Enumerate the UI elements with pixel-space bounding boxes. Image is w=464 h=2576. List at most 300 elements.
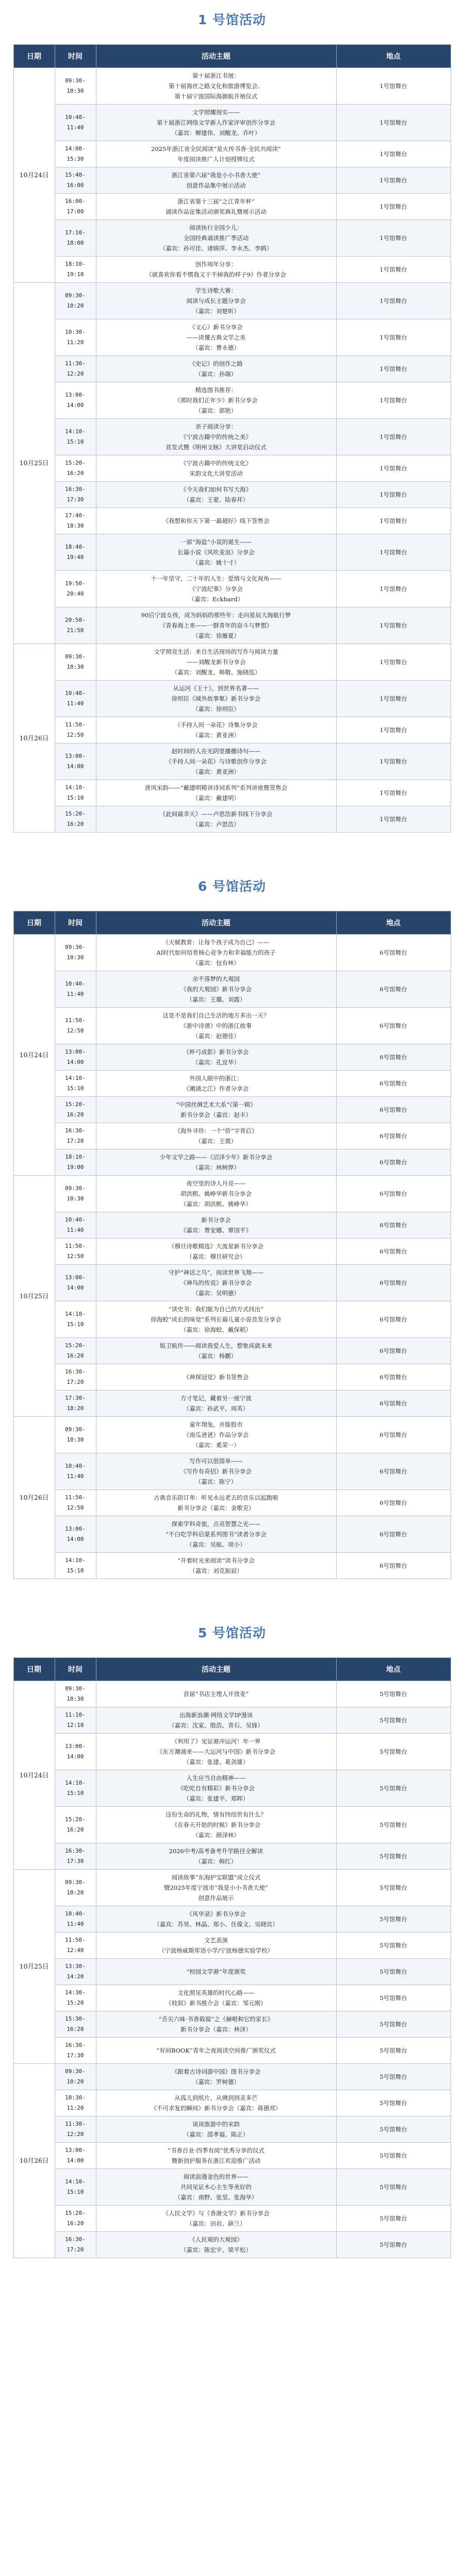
time-line: 10:30 [67, 954, 84, 961]
topic-line: 《利用了》见证港冲运河！年一界 [171, 1738, 261, 1745]
venue-cell: 6号馆舞台 [336, 1071, 451, 1097]
topic-cell [96, 780, 336, 806]
time-line: 13:00- [65, 392, 86, 398]
time-line: 14:10- [65, 1557, 86, 1564]
venue-cell: 1号馆舞台 [336, 482, 451, 508]
time-line: 09:30- [65, 292, 86, 299]
time-cell [55, 167, 96, 194]
time-line: 09:30- [65, 2068, 86, 2075]
time-line: 14:10- [65, 428, 86, 435]
table-row [13, 2206, 451, 2232]
time-line: 19:50- [65, 580, 86, 587]
time-line: 15:10 [67, 1567, 84, 1574]
time-line: 16:30- [65, 1848, 86, 1854]
time-line: 15:10 [67, 1790, 84, 1797]
time-cell [55, 68, 96, 105]
topic-line: 2026中考/高考备考升学路径全解读 [169, 1848, 263, 1855]
date-cell: 10月26日 [13, 1417, 55, 1579]
time-line: 10:30- [65, 2094, 86, 2101]
time-cell [55, 1239, 96, 1265]
time-line: 10:30 [67, 1195, 84, 1202]
time-cell [55, 1807, 96, 1843]
topic-line: ——刘醒龙新书分享会 [186, 658, 246, 666]
header-venue: 地点 [336, 1658, 451, 1681]
time-cell [55, 1933, 96, 1959]
topic-line: ——读懂古典文学之美 [186, 334, 246, 341]
venue-cell: 1号馆舞台 [336, 571, 451, 607]
time-cell [55, 419, 96, 455]
topic-line: 《跟着古诗词游中国》图书分享会 [171, 2068, 261, 2075]
time-cell [55, 1959, 96, 1985]
time-line: 16:30- [65, 1368, 86, 1375]
table-row [13, 806, 451, 833]
table-row [13, 2232, 451, 2258]
topic-line: 方寸笔记，藏着另一座宁波 [180, 1395, 252, 1402]
topic-line: （嘉宾：包有林） [192, 959, 240, 967]
time-line: 12:40 [67, 1947, 84, 1954]
table-row [13, 2143, 451, 2169]
venue-cell: 1号馆舞台 [336, 194, 451, 220]
topic-cell [96, 194, 336, 220]
time-line: 16:20 [67, 1111, 84, 1118]
topic-cell [96, 1843, 336, 1870]
date-cell: 10月26日 [13, 2064, 55, 2258]
time-line: 14:00- [65, 145, 86, 152]
time-line: 11:30- [65, 360, 86, 367]
table-row [13, 717, 451, 743]
time-cell [55, 2090, 96, 2116]
time-line: 13:00- [65, 753, 86, 759]
topic-cell [96, 935, 336, 971]
topic-line: 第十届宁波国际海源航开展仪式 [174, 93, 258, 100]
table-row [13, 780, 451, 806]
topic-line: 《史记》的创作之路 [189, 360, 243, 367]
header-date: 日期 [13, 1658, 55, 1681]
topic-line: 余不落梦的大观园 [192, 975, 240, 982]
time-cell [55, 283, 96, 319]
topic-line: 从孤儿到纸片，从佛到到灵多芒 [174, 2094, 258, 2102]
topic-line: 古典音乐陪订单：听见永远老去的音乐以起跑啦 [154, 1494, 278, 1501]
time-line: 17:20 [67, 1379, 84, 1385]
time-line: 13:30- [65, 1963, 86, 1970]
time-line: 20:50- [65, 617, 86, 623]
venue-cell: 6号馆舞台 [336, 1391, 451, 1417]
time-line: 16:20 [67, 470, 84, 477]
topic-cell [96, 141, 336, 167]
topic-line: 徐海蛟“成长的味觉”系列长篇儿童小说首发分享会 [151, 1316, 281, 1323]
time-line: 12:50 [67, 1253, 84, 1260]
venue-cell: 6号馆舞台 [336, 1008, 451, 1044]
table-row [13, 257, 451, 283]
time-line: 09:30- [65, 653, 86, 660]
time-line: 19:40 [67, 554, 84, 561]
topic-line: 《神探冠觉》新书签售会 [183, 1374, 249, 1381]
topic-line: （嘉宾：韩红） [195, 1858, 237, 1865]
topic-cell [96, 1212, 336, 1239]
time-line: 14:10- [65, 784, 86, 791]
table-row [13, 743, 451, 780]
topic-line: 全国经典诵读推广季活动 [183, 234, 249, 242]
header-topic: 活动主题 [96, 1658, 336, 1681]
time-cell [55, 1097, 96, 1123]
time-cell [55, 2116, 96, 2143]
time-line: 09:30- [65, 1426, 86, 1433]
time-line: 16:20 [67, 1826, 84, 1833]
topic-line: 《吃吃自有精彩》新书分享会 [177, 1785, 255, 1792]
topic-line: 第十届浙江书展： [192, 72, 240, 79]
time-cell [55, 2143, 96, 2169]
topic-line: （嘉宾：刘醒龙、韩敬、施晓泓） [171, 669, 261, 676]
time-cell [55, 382, 96, 419]
header-topic: 活动主题 [96, 911, 336, 935]
topic-line: 文艺表演 [204, 1937, 228, 1944]
topic-cell [96, 1516, 336, 1553]
topic-line: （嘉宾：戴建明） [192, 794, 240, 802]
time-line: 12:50 [67, 732, 84, 738]
topic-line: 《潮涌之江》作者分享会 [183, 1085, 249, 1092]
time-line: 18:40- [65, 544, 86, 550]
time-cell [55, 1149, 96, 1176]
topic-line: 童年翔兔，并能股市 [189, 1421, 243, 1428]
time-line: 21:50 [67, 627, 84, 634]
topic-line: （嘉宾：吴明德） [192, 1290, 240, 1297]
venue-cell: 6号馆舞台 [336, 1364, 451, 1391]
time-line: 15:20- [65, 460, 86, 466]
venue-cell: 6号馆舞台 [336, 971, 451, 1008]
time-cell [55, 780, 96, 806]
time-cell [55, 2206, 96, 2232]
time-line: 15:30 [67, 156, 84, 162]
venue-cell: 1号馆舞台 [336, 743, 451, 780]
venue-cell: 6号馆舞台 [336, 1212, 451, 1239]
time-line: 18:10- [65, 261, 86, 267]
hall-section [0, 878, 464, 1579]
topic-line: 十一年坚守，二十年的人生：爱情与文化视角—— [151, 575, 281, 582]
time-cell [55, 194, 96, 220]
time-cell [55, 571, 96, 607]
topic-line: 新书分享会 [201, 1216, 231, 1224]
time-line: 17:10- [65, 229, 86, 236]
table-row [13, 167, 451, 194]
time-line: 16:00 [67, 182, 84, 189]
table-row [13, 1265, 451, 1301]
time-line: 18:20 [67, 1405, 84, 1412]
topic-cell [96, 1959, 336, 1985]
topic-line: “读史书：我们能为自己的方式找出” [168, 1306, 264, 1313]
topic-line: 《不可求复的瞬间》新书分享会（嘉宾：蒋德邦） [151, 2105, 281, 2112]
topic-line: 《嘉宾：曹安娜、覃国平》 [180, 1227, 252, 1234]
time-line: 10:40- [65, 980, 86, 987]
venue-cell: 1号馆舞台 [336, 257, 451, 283]
topic-line: 《宁波古籍中的传统之美》 [180, 433, 252, 440]
topic-line: （嘉宾：王蒙、陆春祥） [183, 496, 249, 503]
topic-line: 人生应当自由精神—— [186, 1774, 246, 1782]
topic-cell [96, 1239, 336, 1265]
topic-line: 2025年浙江省全民阅读“星火传书香·全民共阅读” [151, 145, 281, 152]
topic-cell [96, 743, 336, 780]
venue-cell: 5号馆舞台 [336, 1681, 451, 1707]
topic-line: 写作可以很简单—— [189, 1458, 243, 1465]
time-line: 15:10 [67, 794, 84, 801]
topic-cell [96, 1097, 336, 1123]
time-line: 16:20 [67, 1352, 84, 1359]
time-cell [55, 1391, 96, 1417]
topic-cell [96, 419, 336, 455]
topic-cell [96, 806, 336, 833]
time-cell [55, 1870, 96, 1906]
time-line: 12:20 [67, 370, 84, 377]
time-cell [55, 319, 96, 356]
table-row [13, 935, 451, 971]
topic-line: 胡洪熙、姚峥华新书分享会 [180, 1190, 252, 1197]
time-line: 10:20 [67, 302, 84, 309]
topic-cell [96, 356, 336, 382]
table-row [13, 1149, 451, 1176]
topic-line: 诵读作品征集活动颁奖典礼暨展示活动 [165, 208, 267, 215]
time-line: 11:50- [65, 1243, 86, 1249]
topic-line: 阅读故事“东海护宝联盟”成立仪式 [171, 1874, 261, 1881]
time-cell [55, 482, 96, 508]
time-cell [55, 607, 96, 644]
topic-line: 《宁波纪事》分享会 [189, 585, 243, 592]
time-line: 15:10 [67, 1085, 84, 1092]
topic-line: 《人民文学》与《香港文学》新书分享会 [162, 2210, 270, 2217]
time-cell [55, 257, 96, 283]
venue-cell: 1号馆舞台 [336, 717, 451, 743]
time-cell [55, 1338, 96, 1364]
venue-cell: 5号馆舞台 [336, 2169, 451, 2206]
topic-line: （嘉宾：张建平、郑晖） [183, 1795, 249, 1802]
time-cell [55, 1364, 96, 1391]
topic-line: 新书分享会（嘉宾：金歌克） [177, 1504, 255, 1512]
topic-line: （嘉宾：柳建伟、刘醒龙、乔叶） [171, 129, 261, 137]
venue-cell: 1号馆舞台 [336, 319, 451, 356]
date-cell: 10月24日 [13, 935, 55, 1176]
topic-cell [96, 2232, 336, 2258]
topic-line: （嘉宾：孔宜华） [192, 1059, 240, 1066]
table-row [13, 607, 451, 644]
venue-cell: 1号馆舞台 [336, 780, 451, 806]
venue-cell: 5号馆舞台 [336, 1933, 451, 1959]
topic-line: 《枝叙》新书推介会（嘉宾：邹元刚） [165, 1999, 267, 2007]
time-cell [55, 1490, 96, 1516]
table-row [13, 1933, 451, 1959]
topic-line: 守护“神话之鸟”，阅读世界飞翔—— [168, 1269, 264, 1276]
topic-line: （嘉宾：刘克振寂） [189, 1567, 243, 1574]
topic-line: 《天赋教育：让每个孩子成为自己》—— [162, 939, 270, 946]
time-cell [55, 2064, 96, 2090]
table-row [13, 2064, 451, 2090]
venue-cell: 1号馆舞台 [336, 382, 451, 419]
topic-cell [96, 1870, 336, 1906]
venue-cell: 5号馆舞台 [336, 2232, 451, 2258]
topic-line: 《浙中诗谱》中的浙江故事 [180, 1022, 252, 1029]
venue-cell: 1号馆舞台 [336, 419, 451, 455]
time-cell [55, 1265, 96, 1301]
table-row [13, 644, 451, 681]
venue-cell: 5号馆舞台 [336, 2206, 451, 2232]
topic-cell [96, 1123, 336, 1149]
time-line: 10:40- [65, 1463, 86, 1469]
time-cell [55, 1707, 96, 1734]
topic-line: 赵时间的人在光阴里播撒诗句—— [171, 748, 261, 755]
section-title: 5 号馆活动 [197, 1625, 267, 1640]
topic-line: （嘉宾：徐雁夏） [192, 632, 240, 639]
topic-cell [96, 1417, 336, 1453]
topic-line: AI时代如何培育核心竞争力和幸福能力的孩子 [156, 949, 276, 956]
time-line: 14:00 [67, 763, 84, 770]
table-row [13, 1870, 451, 1906]
topic-line: 这是不是我们自己生活的地方多出一天？ [162, 1012, 270, 1019]
time-line: 11:50- [65, 1494, 86, 1501]
time-line: 16:20 [67, 2026, 84, 2032]
time-line: 14:30- [65, 1989, 86, 1996]
venue-cell: 6号馆舞台 [336, 1490, 451, 1516]
time-line: 14:10- [65, 1311, 86, 1317]
time-line: 10:40- [65, 1216, 86, 1223]
time-cell [55, 1212, 96, 1239]
header-topic: 活动主题 [96, 45, 336, 68]
topic-cell [96, 283, 336, 319]
topic-cell [96, 2090, 336, 2116]
venue-cell: 6号馆舞台 [336, 1553, 451, 1579]
topic-line: 年度阅读推广人计划授牌仪式 [177, 156, 255, 163]
topic-line: 浙江省第十三届“之江青年杯” [177, 198, 255, 205]
topic-line: 文学照亮生活：来自生活现场的写作与阅读力量 [154, 648, 278, 655]
table-row [13, 1338, 451, 1364]
topic-line: （嘉宾：孙可佳、诸锦萍、李永杰、李鸥） [159, 245, 273, 252]
time-cell [55, 1453, 96, 1490]
topic-line: 《那时我们正年少》新书分享会 [174, 397, 258, 404]
topic-cell [96, 1906, 336, 1933]
time-line: 16:30- [65, 486, 86, 493]
topic-line: 《在春天开始的时候》新书分享会 [171, 1821, 261, 1828]
table-row [13, 571, 451, 607]
table-row [13, 1516, 451, 1553]
table-row [13, 141, 451, 167]
topic-line: 暨2025年度宁波市“我是小小书香大使” [163, 1884, 269, 1891]
table-row [13, 1985, 451, 2011]
venue-cell: 5号馆舞台 [336, 2064, 451, 2090]
table-row [13, 1770, 451, 1807]
table-row [13, 1176, 451, 1212]
time-line: 19:10 [67, 271, 84, 278]
topic-line: （嘉宾：Eckhard） [188, 596, 244, 603]
topic-line: 《手持人间一朵花》与诗歌创作分享会 [165, 758, 267, 765]
table-row [13, 1044, 451, 1071]
topic-cell [96, 681, 336, 717]
time-line: 14:00 [67, 1753, 84, 1760]
time-line: 17:40- [65, 512, 86, 519]
table-row [13, 482, 451, 508]
time-cell [55, 1008, 96, 1044]
topic-line: “书香百业·四季有阅”优秀分享的仪式 [168, 2147, 264, 2154]
topic-line: 阅读执行全国少儿： [189, 224, 243, 231]
time-line: 11:40 [67, 1473, 84, 1480]
time-line: 16:20 [67, 2220, 84, 2227]
table-row [13, 1734, 451, 1770]
topic-line: （嘉宾：陈宏宇、梁平松） [180, 2246, 252, 2253]
topic-line: 《手持人间一朵花》诗集分享会 [174, 721, 258, 728]
topic-line: 第十届海丝之路文化和旅游博览会、 [169, 82, 263, 90]
time-cell [55, 141, 96, 167]
topic-cell [96, 1490, 336, 1516]
time-line: 10:30- [65, 329, 86, 335]
table-row [13, 1843, 451, 1870]
topic-line: （嘉宾：杨鹏） [195, 1352, 237, 1360]
table-row [13, 1553, 451, 1579]
topic-line: （嘉宾：徐则臣） [192, 705, 240, 713]
time-cell [55, 1417, 96, 1453]
venue-cell: 6号馆舞台 [336, 1516, 451, 1553]
time-line: 17:30 [67, 496, 84, 503]
topic-cell [96, 1149, 336, 1176]
hall-section [0, 1624, 464, 2258]
topic-line: （嘉宾：邵孝福、陈正） [183, 2131, 249, 2138]
topic-line: 这份生命的礼物，情有终结世有什么？ [165, 1811, 267, 1818]
venue-cell: 1号馆舞台 [336, 681, 451, 717]
topic-line: 一部“海盐”小说的诞生—— [180, 538, 252, 546]
date-cell: 10月25日 [13, 1176, 55, 1417]
table-row [13, 382, 451, 419]
topic-line: （嘉宾：卢思浩） [192, 821, 240, 828]
schedule-table [13, 911, 451, 1579]
topic-line: 少年文学之路——《沼泽少年》新书分享会 [159, 1154, 273, 1161]
time-cell [55, 681, 96, 717]
topic-cell [96, 319, 336, 356]
time-line: 17:30- [65, 1395, 86, 1401]
topic-cell [96, 571, 336, 607]
time-line: 15:20 [67, 1999, 84, 2006]
table-row [13, 1097, 451, 1123]
topic-cell [96, 382, 336, 419]
topic-line: 《人民观的大观园》 [189, 2236, 243, 2243]
time-line: 12:50 [67, 1027, 84, 1034]
topic-cell [96, 1553, 336, 1579]
topic-cell [96, 1933, 336, 1959]
table-row [13, 2090, 451, 2116]
venue-cell: 6号馆舞台 [336, 1239, 451, 1265]
time-line: 16:30- [65, 1127, 86, 1134]
venue-cell: 6号馆舞台 [336, 1265, 451, 1301]
time-line: 09:30- [65, 1879, 86, 1886]
table-row [13, 1071, 451, 1097]
date-cell: 10月25日 [13, 283, 55, 644]
topic-cell [96, 2206, 336, 2232]
topic-line: 亲子阅读分享： [195, 423, 237, 430]
topic-line: 首届“书店主理人开放麦” [183, 1690, 249, 1698]
time-line: 17:00 [67, 208, 84, 215]
time-line: 14:00 [67, 1284, 84, 1291]
topic-line: 阅读浪漫金色的世界—— [183, 2173, 249, 2180]
table-row [13, 1301, 451, 1338]
topic-line: 学生诗歌大赛： [195, 287, 237, 294]
table-row [13, 319, 451, 356]
time-line: 16:30- [65, 2042, 86, 2048]
topic-line: （嘉宾：穆旦研究会） [186, 1253, 246, 1260]
table-row [13, 105, 451, 141]
venue-cell: 5号馆舞台 [336, 1906, 451, 1933]
topic-line: （嘉宾：罗树德） [192, 2078, 240, 2086]
venue-cell: 6号馆舞台 [336, 1301, 451, 1338]
venue-cell: 1号馆舞台 [336, 141, 451, 167]
time-cell [55, 220, 96, 257]
venue-cell: 6号馆舞台 [336, 1453, 451, 1490]
time-line: 18:10- [65, 1154, 86, 1160]
header-date: 日期 [13, 45, 55, 68]
topic-line: 《东方潮涌来——大运河与中国》新书分享会 [157, 1748, 275, 1755]
time-line: 11:20 [67, 2105, 84, 2111]
